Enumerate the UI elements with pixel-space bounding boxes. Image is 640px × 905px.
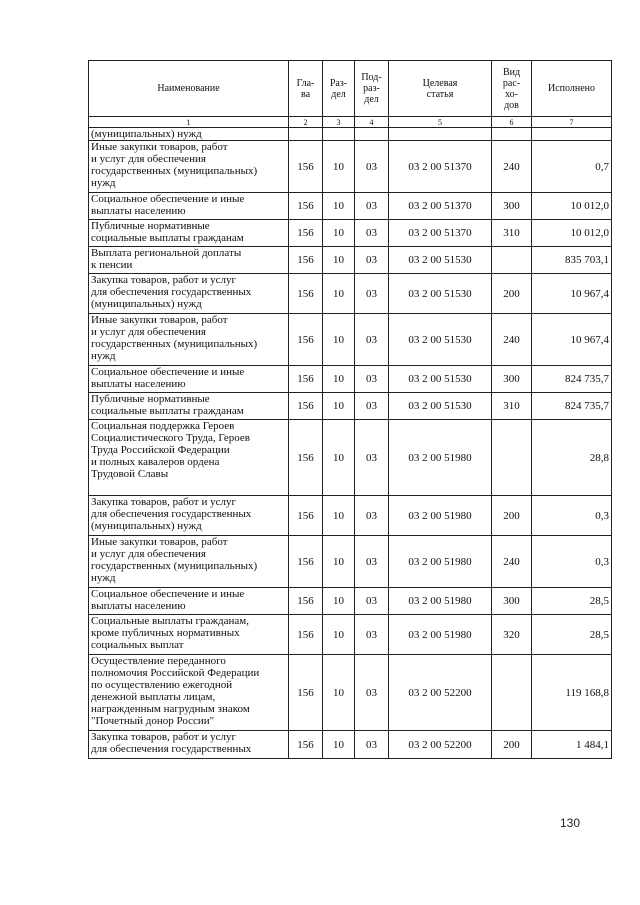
table-row <box>89 274 612 314</box>
column-number: 5 <box>389 117 492 128</box>
cell-statya: 03 2 00 52200 <box>389 731 492 759</box>
cell-glava: 156 <box>289 220 323 247</box>
column-number: 1 <box>89 117 289 128</box>
column-number: 3 <box>323 117 355 128</box>
table-row <box>89 193 612 220</box>
cell-ispolneno: 10 012,0 <box>532 193 612 220</box>
cell-razdel: 10 <box>323 220 355 247</box>
cell-statya <box>389 128 492 141</box>
cell-podrazdel: 03 <box>355 274 389 314</box>
cell-podrazdel: 03 <box>355 588 389 615</box>
cell-glava: 156 <box>289 141 323 193</box>
cell-vid <box>492 247 532 274</box>
cell-glava: 156 <box>289 731 323 759</box>
table-row <box>89 141 612 193</box>
cell-statya: 03 2 00 51530 <box>389 247 492 274</box>
column-number: 7 <box>532 117 612 128</box>
table-row <box>89 393 612 420</box>
table-row <box>89 536 612 588</box>
table-row <box>89 588 612 615</box>
cell-statya: 03 2 00 51370 <box>389 141 492 193</box>
cell-vid <box>492 655 532 731</box>
cell-vid: 300 <box>492 588 532 615</box>
cell-statya: 03 2 00 51530 <box>389 366 492 393</box>
cell-name: Закупка товаров, работ и услуг для обеспечения государственных (муниципальных) нужд <box>89 274 289 314</box>
cell-podrazdel: 03 <box>355 655 389 731</box>
cell-podrazdel: 03 <box>355 496 389 536</box>
cell-ispolneno: 10 967,4 <box>532 314 612 366</box>
table-body <box>89 128 612 759</box>
cell-vid: 200 <box>492 274 532 314</box>
cell-glava: 156 <box>289 496 323 536</box>
cell-name: (муниципальных) нужд <box>89 128 289 141</box>
table-row <box>89 128 612 141</box>
cell-statya: 03 2 00 51370 <box>389 193 492 220</box>
cell-podrazdel: 03 <box>355 366 389 393</box>
cell-vid: 240 <box>492 314 532 366</box>
table-row <box>89 731 612 759</box>
cell-name: Публичные нормативные социальные выплаты гражданам <box>89 393 289 420</box>
cell-vid: 200 <box>492 496 532 536</box>
cell-razdel: 10 <box>323 731 355 759</box>
cell-name: Социальная поддержка Героев Социалистического Труда, Героев Труда Российской Федерации и полных кавалеров ордена Трудовой Славы <box>89 420 289 496</box>
cell-vid: 310 <box>492 220 532 247</box>
cell-razdel: 10 <box>323 314 355 366</box>
cell-name: Социальные выплаты гражданам, кроме публичных нормативных социальных выплат <box>89 615 289 655</box>
cell-name: Закупка товаров, работ и услуг для обеспечения государственных <box>89 731 289 759</box>
cell-name: Социальное обеспечение и иные выплаты населению <box>89 588 289 615</box>
cell-podrazdel: 03 <box>355 536 389 588</box>
cell-podrazdel: 03 <box>355 314 389 366</box>
cell-razdel <box>323 128 355 141</box>
table-row <box>89 655 612 731</box>
cell-ispolneno: 28,5 <box>532 615 612 655</box>
cell-name: Выплата региональной доплаты к пенсии <box>89 247 289 274</box>
cell-name: Закупка товаров, работ и услуг для обеспечения государственных (муниципальных) нужд <box>89 496 289 536</box>
cell-razdel: 10 <box>323 655 355 731</box>
cell-statya: 03 2 00 51530 <box>389 274 492 314</box>
cell-name: Иные закупки товаров, работ и услуг для обеспечения государственных (муниципальных) нужд <box>89 314 289 366</box>
cell-glava: 156 <box>289 588 323 615</box>
cell-razdel: 10 <box>323 274 355 314</box>
cell-glava: 156 <box>289 655 323 731</box>
cell-glava: 156 <box>289 247 323 274</box>
cell-name: Иные закупки товаров, работ и услуг для обеспечения государственных (муниципальных) нужд <box>89 536 289 588</box>
column-number: 4 <box>355 117 389 128</box>
cell-statya: 03 2 00 52200 <box>389 655 492 731</box>
column-header-ispolneno: Исполнено <box>532 61 612 117</box>
cell-podrazdel: 03 <box>355 141 389 193</box>
cell-statya: 03 2 00 51530 <box>389 314 492 366</box>
cell-razdel: 10 <box>323 588 355 615</box>
cell-statya: 03 2 00 51980 <box>389 496 492 536</box>
cell-statya: 03 2 00 51370 <box>389 220 492 247</box>
cell-ispolneno: 119 168,8 <box>532 655 612 731</box>
cell-vid: 320 <box>492 615 532 655</box>
cell-razdel: 10 <box>323 420 355 496</box>
cell-podrazdel: 03 <box>355 220 389 247</box>
cell-razdel: 10 <box>323 536 355 588</box>
cell-razdel: 10 <box>323 496 355 536</box>
table-row <box>89 220 612 247</box>
column-header-razdel: Раз- дел <box>323 61 355 117</box>
cell-podrazdel: 03 <box>355 615 389 655</box>
column-number: 6 <box>492 117 532 128</box>
cell-name: Социальное обеспечение и иные выплаты населению <box>89 366 289 393</box>
cell-vid: 300 <box>492 366 532 393</box>
cell-statya: 03 2 00 51530 <box>389 393 492 420</box>
cell-podrazdel: 03 <box>355 420 389 496</box>
cell-glava: 156 <box>289 536 323 588</box>
cell-glava: 156 <box>289 393 323 420</box>
cell-glava: 156 <box>289 366 323 393</box>
cell-glava: 156 <box>289 420 323 496</box>
page-number: 130 <box>560 816 581 830</box>
cell-ispolneno <box>532 128 612 141</box>
cell-podrazdel <box>355 128 389 141</box>
table-row <box>89 615 612 655</box>
cell-razdel: 10 <box>323 193 355 220</box>
column-header-name: Наименование <box>89 61 289 117</box>
column-header-vid: Вид рас- хо- дов <box>492 61 532 117</box>
table-row <box>89 496 612 536</box>
cell-name: Осуществление переданного полномочия Российской Федерации по осуществлению ежегодной денежной выплаты лицам, награжденным нагрудным знаком "Почетный донор России" <box>89 655 289 731</box>
table-row <box>89 420 612 496</box>
table-row <box>89 247 612 274</box>
cell-podrazdel: 03 <box>355 247 389 274</box>
cell-vid <box>492 128 532 141</box>
cell-statya: 03 2 00 51980 <box>389 615 492 655</box>
cell-ispolneno: 1 484,1 <box>532 731 612 759</box>
cell-glava: 156 <box>289 193 323 220</box>
cell-vid <box>492 420 532 496</box>
cell-statya: 03 2 00 51980 <box>389 420 492 496</box>
cell-ispolneno: 28,8 <box>532 420 612 496</box>
cell-vid: 310 <box>492 393 532 420</box>
column-header-podrazdel: Под- раз- дел <box>355 61 389 117</box>
cell-name: Публичные нормативные социальные выплаты гражданам <box>89 220 289 247</box>
cell-ispolneno: 28,5 <box>532 588 612 615</box>
table-row <box>89 314 612 366</box>
cell-ispolneno: 824 735,7 <box>532 393 612 420</box>
cell-razdel: 10 <box>323 141 355 193</box>
cell-ispolneno: 0,7 <box>532 141 612 193</box>
cell-vid: 200 <box>492 731 532 759</box>
budget-table <box>88 60 612 759</box>
cell-glava: 156 <box>289 314 323 366</box>
cell-razdel: 10 <box>323 366 355 393</box>
cell-glava <box>289 128 323 141</box>
column-number-row <box>89 117 612 128</box>
cell-razdel: 10 <box>323 247 355 274</box>
cell-vid: 240 <box>492 536 532 588</box>
header-row <box>89 61 612 117</box>
cell-ispolneno: 0,3 <box>532 496 612 536</box>
cell-razdel: 10 <box>323 393 355 420</box>
cell-ispolneno: 0,3 <box>532 536 612 588</box>
cell-glava: 156 <box>289 615 323 655</box>
table-row <box>89 366 612 393</box>
cell-razdel: 10 <box>323 615 355 655</box>
cell-ispolneno: 824 735,7 <box>532 366 612 393</box>
cell-ispolneno: 835 703,1 <box>532 247 612 274</box>
column-header-glava: Гла- ва <box>289 61 323 117</box>
table-header <box>89 61 612 128</box>
cell-statya: 03 2 00 51980 <box>389 536 492 588</box>
cell-glava: 156 <box>289 274 323 314</box>
cell-podrazdel: 03 <box>355 731 389 759</box>
cell-ispolneno: 10 012,0 <box>532 220 612 247</box>
cell-ispolneno: 10 967,4 <box>532 274 612 314</box>
cell-name: Иные закупки товаров, работ и услуг для обеспечения государственных (муниципальных) нужд <box>89 141 289 193</box>
cell-vid: 300 <box>492 193 532 220</box>
cell-vid: 240 <box>492 141 532 193</box>
cell-statya: 03 2 00 51980 <box>389 588 492 615</box>
cell-podrazdel: 03 <box>355 393 389 420</box>
cell-name: Социальное обеспечение и иные выплаты населению <box>89 193 289 220</box>
column-number: 2 <box>289 117 323 128</box>
column-header-statya: Целевая статья <box>389 61 492 117</box>
cell-podrazdel: 03 <box>355 193 389 220</box>
